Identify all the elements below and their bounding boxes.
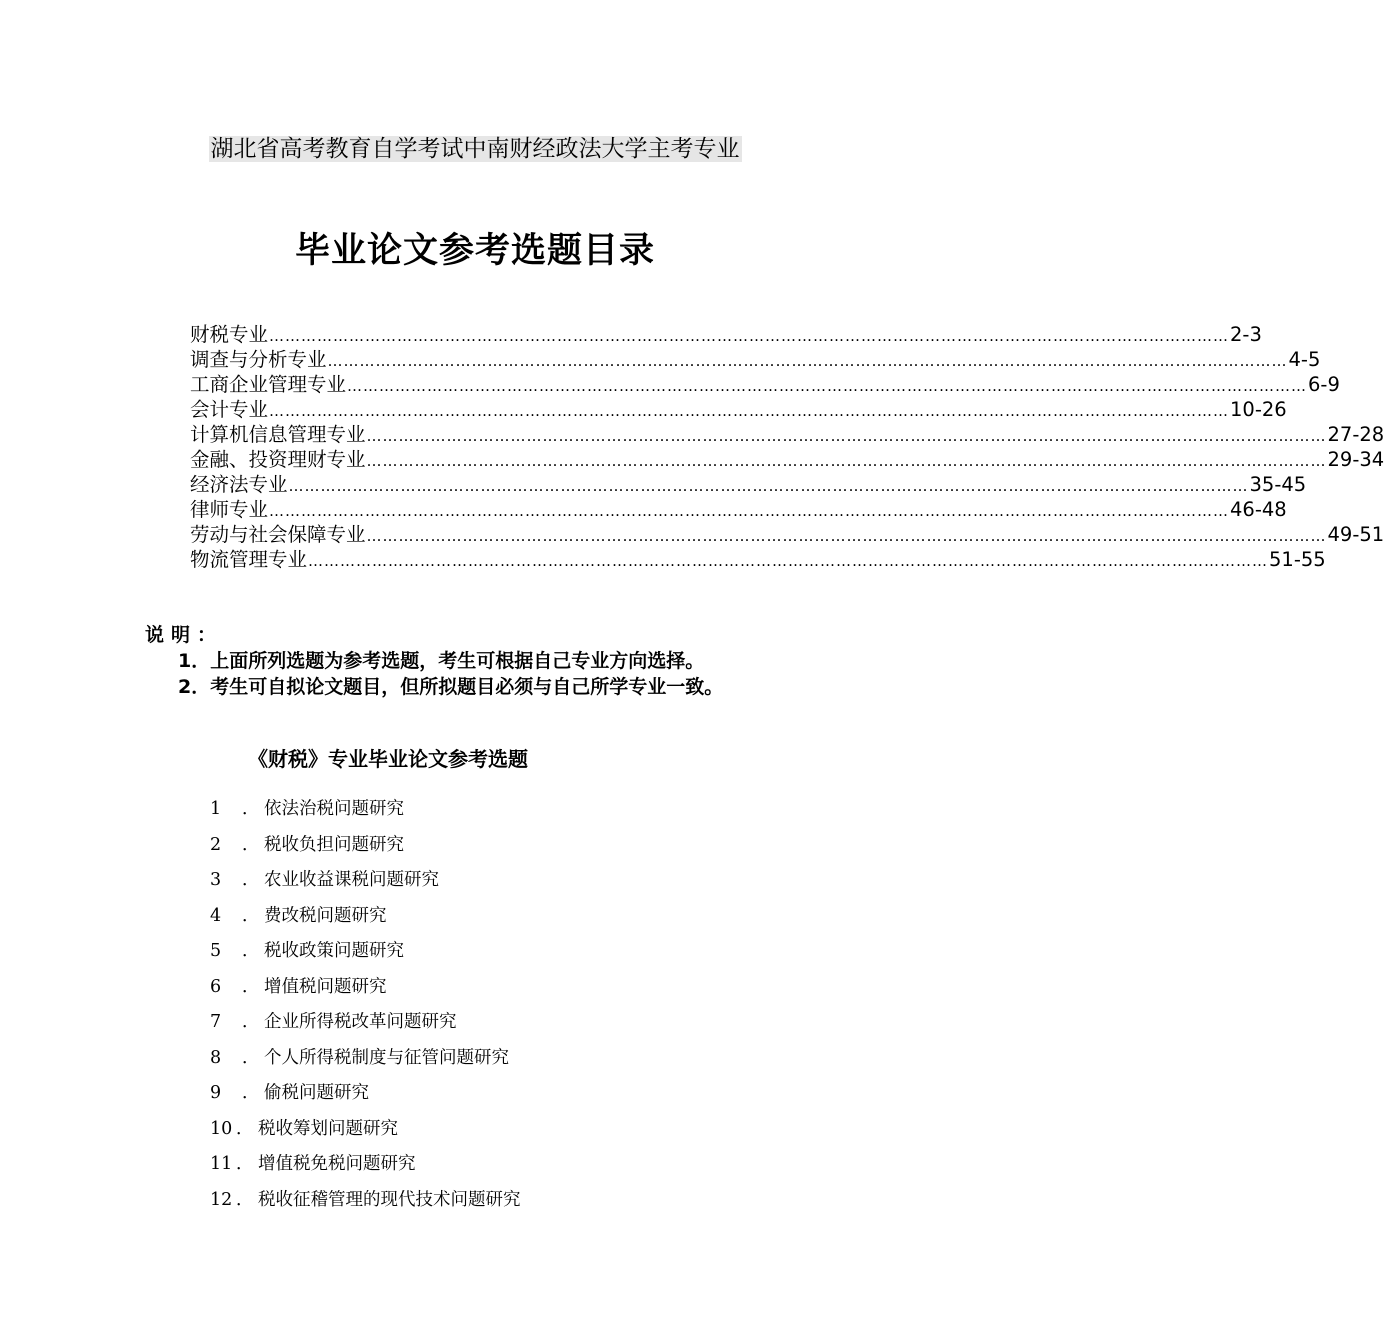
toc-entry <box>190 547 1326 572</box>
topic-separator: ． <box>236 1154 254 1174</box>
toc-entry-name: 劳动与社会保障专业 <box>190 523 366 546</box>
toc-leader-dots: ……………………………………………………………………………………………………………………………………………………………… <box>347 377 1308 395</box>
toc-entry <box>190 322 1262 347</box>
topic-separator: ． <box>242 1047 260 1068</box>
toc-entry-name: 律师专业 <box>190 498 269 521</box>
topic-separator: ． <box>242 1083 260 1103</box>
topic-number: 6 <box>210 976 222 997</box>
toc-entry-pages: 46-48 <box>1230 498 1287 521</box>
topic-list <box>210 794 730 1220</box>
topic-separator: ． <box>242 834 260 855</box>
topic-number: 9 <box>210 1083 222 1103</box>
topic-text: 农业收益课税问题研究 <box>264 870 439 890</box>
toc-entry-name: 工商企业管理专业 <box>190 373 347 396</box>
toc-leader-dots: ……………………………………………………………………………………………………………………………………………………………… <box>269 402 1230 420</box>
topic-text: 税收政策问题研究 <box>264 941 404 961</box>
toc-entry <box>190 472 1307 497</box>
topic-item <box>210 1114 730 1150</box>
toc-entry-pages: 51-55 <box>1269 548 1326 571</box>
header-text: 湖北省高考教育自学考试中南财经政法大学主考专业 <box>210 136 740 162</box>
toc-leader-dots: ……………………………………………………………………………………………………………………………………………………………… <box>269 327 1230 345</box>
topic-number: 1 <box>210 799 222 819</box>
section-title: 《财税》专业毕业论文参考选题 <box>248 747 528 771</box>
topic-text: 税收筹划问题研究 <box>258 1118 398 1139</box>
toc-leader-dots: ……………………………………………………………………………………………………………………………………………………………… <box>269 502 1230 520</box>
toc-entry-name: 金融、投资理财专业 <box>190 448 366 471</box>
toc-entry <box>190 397 1287 422</box>
topic-separator: ． <box>242 870 260 890</box>
toc-entry-pages: 27-28 <box>1327 423 1384 446</box>
toc-entry-name: 调查与分析专业 <box>190 348 327 371</box>
toc-leader-dots: ……………………………………………………………………………………………………………………………………………………………… <box>366 427 1327 445</box>
topic-number: 5 <box>210 941 222 961</box>
topic-item <box>210 1007 730 1043</box>
toc-entry <box>190 372 1340 397</box>
toc-entry-pages: 6-9 <box>1308 373 1340 396</box>
topic-separator: ． <box>242 941 260 961</box>
toc-entry <box>190 497 1287 522</box>
toc-leader-dots: ……………………………………………………………………………………………………………………………………………………………… <box>366 452 1327 470</box>
topic-item <box>210 936 730 972</box>
main-title: 毕业论文参考选题目录 <box>294 231 655 271</box>
topic-separator: ． <box>242 799 260 819</box>
topic-item <box>210 1043 730 1079</box>
topic-item <box>210 1185 730 1221</box>
note-item-1: 1．上面所列选题为参考选题，考生可根据自己专业方向选择。 <box>178 650 705 672</box>
toc-entry <box>190 522 1384 547</box>
toc-entry-pages: 29-34 <box>1327 448 1384 471</box>
toc-entry-name: 物流管理专业 <box>190 548 308 571</box>
topic-number: 7 <box>210 1012 222 1032</box>
toc-entry <box>190 422 1384 447</box>
topic-number: 3 <box>210 870 222 890</box>
topic-text: 偷税问题研究 <box>264 1083 369 1103</box>
toc-entry-pages: 49-51 <box>1327 523 1384 546</box>
topic-separator: ． <box>236 1189 254 1210</box>
topic-text: 依法治税问题研究 <box>264 799 404 819</box>
toc-leader-dots: ……………………………………………………………………………………………………………………………………………………………… <box>327 352 1288 370</box>
topic-number: 11 <box>210 1154 233 1174</box>
topic-separator: ． <box>242 976 260 997</box>
topic-item <box>210 901 730 937</box>
toc-entry-pages: 2-3 <box>1230 323 1262 346</box>
topic-text: 企业所得税改革问题研究 <box>264 1012 457 1032</box>
topic-item <box>210 972 730 1008</box>
topic-separator: ． <box>236 1118 254 1139</box>
topic-item <box>210 794 730 830</box>
toc-entry-name: 经济法专业 <box>190 473 288 496</box>
toc-leader-dots: ……………………………………………………………………………………………………………………………………………………………… <box>366 527 1327 545</box>
toc-leader-dots: ……………………………………………………………………………………………………………………………………………………………… <box>308 552 1269 570</box>
topic-text: 费改税问题研究 <box>264 905 387 926</box>
topic-separator: ． <box>242 905 260 926</box>
toc-entry-pages: 35-45 <box>1249 473 1307 496</box>
topic-number: 12 <box>210 1189 233 1210</box>
toc-entry-pages: 4-5 <box>1288 348 1321 371</box>
topic-text: 增值税问题研究 <box>264 976 387 997</box>
topic-text: 增值税免税问题研究 <box>258 1154 416 1174</box>
table-of-contents <box>190 322 1384 572</box>
toc-entry-name: 计算机信息管理专业 <box>190 423 366 446</box>
topic-number: 8 <box>210 1047 222 1068</box>
toc-entry-name: 财税专业 <box>190 323 269 346</box>
topic-text: 税收负担问题研究 <box>264 834 404 855</box>
topic-number: 10 <box>210 1118 233 1139</box>
toc-leader-dots: ……………………………………………………………………………………………………………………………………………………………… <box>288 477 1249 495</box>
topic-text: 个人所得税制度与征管问题研究 <box>264 1047 509 1068</box>
topic-item <box>210 1149 730 1185</box>
topic-item <box>210 1078 730 1114</box>
topic-separator: ． <box>242 1012 260 1032</box>
topic-item <box>210 830 730 866</box>
notes-title: 说明： <box>145 624 224 646</box>
toc-entry-name: 会计专业 <box>190 398 269 421</box>
topic-text: 税收征稽管理的现代技术问题研究 <box>258 1189 521 1210</box>
topic-item <box>210 865 730 901</box>
note-item-2: 2．考生可自拟论文题目，但所拟题目必须与自己所学专业一致。 <box>178 676 724 698</box>
notes-section <box>145 622 865 700</box>
toc-entry-pages: 10-26 <box>1230 398 1287 421</box>
document-header <box>0 134 950 164</box>
toc-entry <box>190 347 1321 372</box>
topic-number: 2 <box>210 834 222 855</box>
topic-number: 4 <box>210 905 222 926</box>
toc-entry <box>190 447 1384 472</box>
